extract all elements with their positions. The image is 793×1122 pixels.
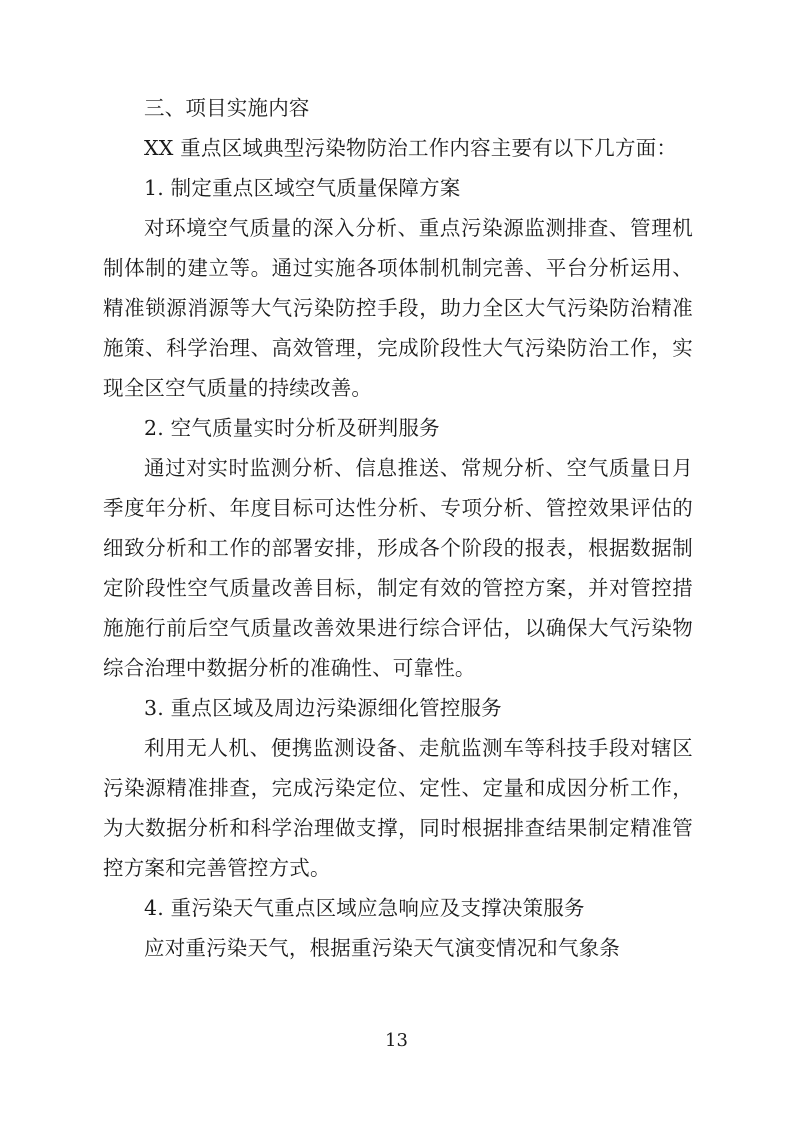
document-body xyxy=(103,88,693,968)
subsection-heading-1: 1. 制定重点区域空气质量保障方案 xyxy=(144,176,461,200)
paragraph-3: 利用无人机、便携监测设备、走航监测车等科技手段对辖区污染源精准排查，完成污染定位、定性、定量和成因分析工作，为大数据分析和科学治理做支撑，同时根据排查结果制定精准管控方案和完善管控方式。 xyxy=(103,736,693,880)
page-number: 13 xyxy=(385,1030,408,1051)
paragraph-1: 对环境空气质量的深入分析、重点污染源监测排查、管理机制体制的建立等。通过实施各项体制机制完善、平台分析运用、精准锁源消源等大气污染防控手段，助力全区大气污染防治精准施策、科学治理、高效管理，完成阶段性大气污染防治工作，实现全区空气质量的持续改善。 xyxy=(103,216,693,400)
subsection-heading-4: 4. 重污染天气重点区域应急响应及支撑决策服务 xyxy=(144,896,585,920)
section-heading: 三、项目实施内容 xyxy=(144,96,310,120)
subsection-heading-2: 2. 空气质量实时分析及研判服务 xyxy=(144,416,440,440)
subsection-heading-3: 3. 重点区域及周边污染源细化管控服务 xyxy=(144,696,502,720)
paragraph-intro: XX 重点区域典型污染物防治工作内容主要有以下几方面： xyxy=(144,136,678,160)
paragraph-2: 通过对实时监测分析、信息推送、常规分析、空气质量日月季度年分析、年度目标可达性分析、专项分析、管控效果评估的细致分析和工作的部署安排，形成各个阶段的报表，根据数据制定阶段性空气质量改善目标，制定有效的管控方案，并对管控措施施行前后空气质量改善效果进行综合评估，以确保大气污染物综合治理中数据分析的准确性、可靠性。 xyxy=(103,456,693,680)
paragraph-4: 应对重污染天气，根据重污染天气演变情况和气象条 xyxy=(144,936,621,960)
